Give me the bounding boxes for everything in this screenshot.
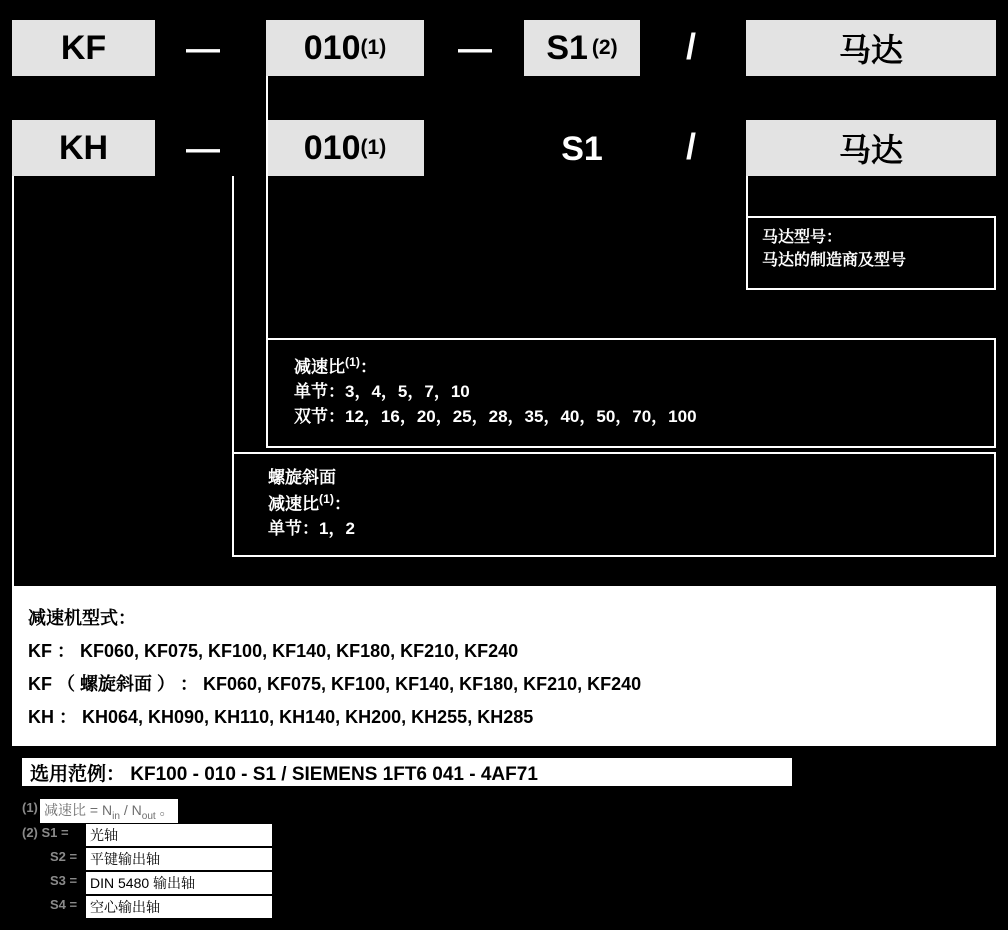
bevel-box-line2: 减速比$^{(1)}$： — [268, 491, 351, 514]
connector-type-vertical — [12, 176, 14, 586]
row1-dash1: — — [186, 30, 220, 68]
connector-motor-vertical — [746, 176, 748, 216]
connector-ratio-vertical — [266, 76, 268, 338]
row1-dash2: — — [458, 30, 492, 68]
motor-box-line1: 马达型号： — [762, 229, 843, 246]
row1-motor-chip — [746, 20, 996, 76]
types-panel-title: 减速机型式： — [28, 608, 136, 628]
types-panel-line3: KH ： KH064, KH090, KH110, KH140, KH200, KH255, KH285 — [28, 707, 534, 727]
connector-bevel-vertical — [232, 176, 234, 458]
row1-motor-label: 马达 — [838, 32, 903, 68]
ratio-box-line1: 减速比$^{(1)}$： — [294, 355, 377, 377]
row1-ratio-label: 010 — [303, 28, 361, 67]
footnote-2-label: (2) S1 = — [22, 825, 69, 840]
footnote-4-label: S3 = — [50, 873, 78, 888]
footnote-5-value: 空心输出轴 — [86, 896, 272, 918]
example-text: 选用范例： KF100 - 010 - S1 / SIEMENS 1FT6 041 - 4AF71 — [30, 763, 538, 785]
example-bar — [22, 758, 792, 786]
ratio-box-line3: 双节：12，16，20，25，28，35，40，50，70，100 — [294, 406, 697, 426]
row1-slash: / — [685, 26, 696, 67]
footnote-3-value: 平键输出轴 — [86, 848, 272, 870]
row2-dash1: — — [186, 130, 220, 168]
row2-ratio-sup: (1) — [360, 136, 387, 159]
bevel-info-box — [232, 452, 996, 557]
row2-type-label: KH — [58, 128, 109, 167]
row2-motor-label: 马达 — [838, 132, 903, 168]
row2-ratio-chip — [266, 120, 424, 176]
bevel-box-line1: 螺旋斜面 — [268, 468, 336, 487]
types-panel — [12, 586, 996, 746]
ratio-box-line2: 单节：3，4，5，7，10 — [294, 382, 470, 402]
row1-ratio-sup: (1) — [360, 36, 387, 59]
ratio-info-box — [266, 338, 996, 448]
row2-slash: / — [685, 126, 696, 167]
row1-shaft-sup: (2) — [591, 36, 618, 59]
row1-type-chip — [12, 20, 155, 76]
types-panel-line1: KF ： KF060, KF075, KF100, KF140, KF180, KF210, KF240 — [28, 641, 519, 661]
footnote-5-label: S4 = — [50, 897, 78, 912]
footnote-1-text: 减速比 = $N_{in} / N_{out}$ 。 — [40, 799, 178, 823]
footnote-3-label: S2 = — [50, 849, 78, 864]
row2-motor-chip — [746, 120, 996, 176]
row1-type-label: KF — [60, 28, 107, 67]
row1-shaft-label: S1 — [546, 28, 588, 67]
footnote-4-value: DIN 5480 输出轴 — [86, 872, 272, 894]
row1-shaft-chip — [524, 20, 640, 76]
motor-box-line2: 马达的制造商及型号 — [762, 252, 907, 270]
bevel-box-line3: 单节：1，2 — [268, 518, 355, 538]
footnote-1: (1) — [22, 800, 38, 815]
row2-type-chip — [12, 120, 155, 176]
row1-ratio-chip — [266, 20, 424, 76]
motor-info-box — [746, 216, 996, 290]
footnote-2-value: 光轴 — [86, 824, 272, 846]
row2-shaft-label: S1 — [561, 130, 603, 168]
row2-ratio-label: 010 — [303, 128, 361, 167]
types-panel-line2: KF （ 螺旋斜面 ） ： KF060, KF075, KF100, KF140, KF180, KF210, KF240 — [28, 674, 642, 694]
